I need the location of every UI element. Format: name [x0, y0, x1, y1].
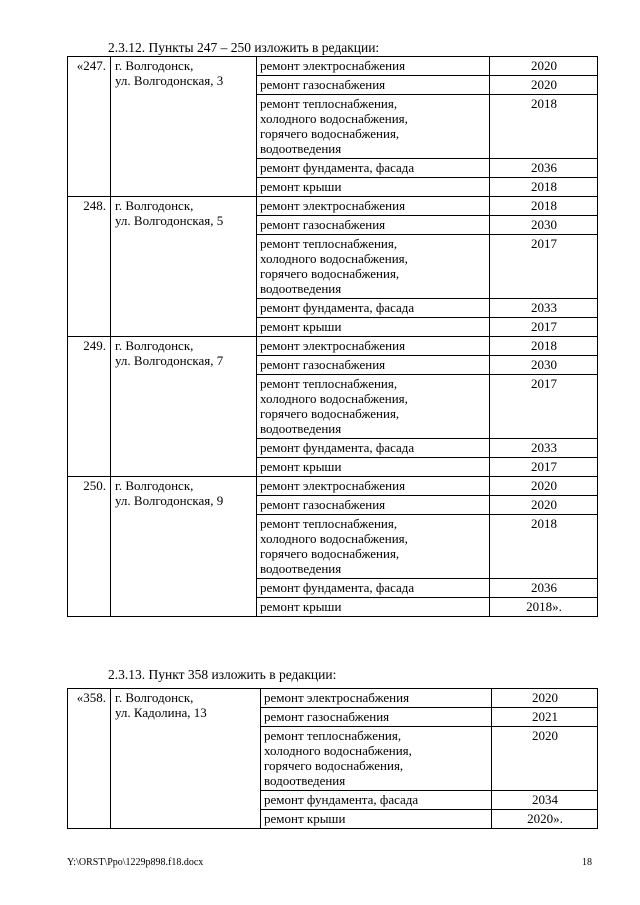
address-cell	[111, 197, 257, 337]
work-type-line: ремонт фундамента, фасада	[260, 440, 415, 455]
work-type-cell	[257, 159, 490, 178]
work-type-cell	[257, 216, 490, 235]
work-type-cell	[257, 95, 490, 159]
work-type-cell	[261, 791, 492, 810]
year-cell: 2017	[490, 318, 598, 337]
work-type-cell	[257, 477, 490, 496]
year-cell: 2020	[490, 496, 598, 515]
repair-schedule-table-2	[67, 688, 598, 829]
year-cell: 2018	[490, 337, 598, 356]
work-type-line: водоотведения	[264, 773, 346, 788]
work-type-line: холодного водоснабжения,	[260, 251, 408, 266]
year-cell: 2020	[492, 689, 598, 708]
work-type-line: ремонт крыши	[260, 459, 342, 474]
year-cell: 2033	[490, 299, 598, 318]
work-type-line: ремонт теплоснабжения,	[264, 728, 402, 743]
work-type-line: ремонт газоснабжения	[260, 497, 386, 512]
address-line: г. Волгодонск,	[115, 198, 194, 213]
year-cell: 2017	[490, 375, 598, 439]
address-cell	[111, 477, 257, 617]
work-type-line: ремонт фундамента, фасада	[260, 580, 415, 595]
item-number: «247.	[68, 57, 111, 197]
work-type-cell	[261, 727, 492, 791]
address-line: ул. Волгодонская, 3	[115, 73, 224, 88]
address-line: г. Волгодонск,	[115, 58, 194, 73]
year-cell: 2017	[490, 458, 598, 477]
year-cell: 2036	[490, 159, 598, 178]
work-type-line: холодного водоснабжения,	[260, 531, 408, 546]
work-type-cell	[257, 76, 490, 95]
work-type-cell	[257, 197, 490, 216]
item-number: 248.	[68, 197, 111, 337]
work-type-cell	[257, 515, 490, 579]
work-type-line: водоотведения	[260, 561, 342, 576]
year-cell: 2018».	[490, 598, 598, 617]
table-row	[68, 197, 598, 216]
work-type-line: холодного водоснабжения,	[260, 111, 408, 126]
work-type-cell	[257, 178, 490, 197]
work-type-line: холодного водоснабжения,	[260, 391, 408, 406]
footer-page-number: 18	[582, 857, 592, 868]
section-heading-2-3-12: 2.3.12. Пункты 247 – 250 изложить в редакции:	[108, 40, 380, 55]
work-type-cell	[257, 458, 490, 477]
address-line: ул. Кадолина, 13	[115, 705, 207, 720]
address-line: г. Волгодонск,	[115, 478, 194, 493]
work-type-cell	[257, 299, 490, 318]
work-type-cell	[257, 318, 490, 337]
year-cell: 2034	[492, 791, 598, 810]
year-cell: 2018	[490, 178, 598, 197]
address-cell	[111, 689, 261, 829]
work-type-cell	[261, 689, 492, 708]
year-cell: 2020	[490, 57, 598, 76]
work-type-line: ремонт теплоснабжения,	[260, 376, 398, 391]
address-line: г. Волгодонск,	[115, 338, 194, 353]
work-type-line: ремонт газоснабжения	[260, 217, 386, 232]
work-type-line: ремонт теплоснабжения,	[260, 96, 398, 111]
address-cell	[111, 337, 257, 477]
work-type-line: горячего водоснабжения,	[264, 758, 404, 773]
repair-schedule-table-1	[67, 56, 598, 617]
work-type-line: ремонт крыши	[260, 319, 342, 334]
table-row	[68, 57, 598, 76]
work-type-line: ремонт крыши	[260, 599, 342, 614]
year-cell: 2020	[490, 76, 598, 95]
work-type-line: ремонт фундамента, фасада	[264, 792, 419, 807]
work-type-line: ремонт теплоснабжения,	[260, 516, 398, 531]
table-row	[68, 689, 598, 708]
work-type-cell	[257, 57, 490, 76]
year-cell: 2018	[490, 197, 598, 216]
work-type-line: ремонт крыши	[260, 179, 342, 194]
table-row	[68, 477, 598, 496]
work-type-line: водоотведения	[260, 281, 342, 296]
year-cell: 2017	[490, 235, 598, 299]
work-type-line: ремонт электроснабжения	[260, 338, 406, 353]
address-cell	[111, 57, 257, 197]
work-type-line: ремонт крыши	[264, 811, 346, 826]
year-cell: 2021	[492, 708, 598, 727]
year-cell: 2020».	[492, 810, 598, 829]
footer-file-path: Y:\ORST\Ppo\1229p898.f18.docx	[67, 857, 204, 868]
work-type-line: ремонт электроснабжения	[260, 58, 406, 73]
work-type-line: водоотведения	[260, 141, 342, 156]
work-type-line: горячего водоснабжения,	[260, 546, 400, 561]
work-type-line: холодного водоснабжения,	[264, 743, 412, 758]
work-type-line: ремонт электроснабжения	[260, 198, 406, 213]
item-number: 250.	[68, 477, 111, 617]
work-type-cell	[257, 439, 490, 458]
work-type-cell	[257, 337, 490, 356]
work-type-cell	[257, 598, 490, 617]
work-type-line: ремонт теплоснабжения,	[260, 236, 398, 251]
year-cell: 2020	[490, 477, 598, 496]
work-type-line: ремонт газоснабжения	[260, 357, 386, 372]
work-type-cell	[257, 375, 490, 439]
address-line: ул. Волгодонская, 7	[115, 353, 224, 368]
year-cell: 2036	[490, 579, 598, 598]
year-cell: 2033	[490, 439, 598, 458]
address-line: г. Волгодонск,	[115, 690, 194, 705]
work-type-line: горячего водоснабжения,	[260, 406, 400, 421]
work-type-line: ремонт фундамента, фасада	[260, 160, 415, 175]
year-cell: 2030	[490, 216, 598, 235]
work-type-line: ремонт электроснабжения	[260, 478, 406, 493]
work-type-line: ремонт фундамента, фасада	[260, 300, 415, 315]
year-cell: 2018	[490, 515, 598, 579]
work-type-line: горячего водоснабжения,	[260, 266, 400, 281]
work-type-cell	[257, 235, 490, 299]
work-type-line: ремонт газоснабжения	[260, 77, 386, 92]
year-cell: 2018	[490, 95, 598, 159]
item-number: «358.	[68, 689, 111, 829]
table-row	[68, 337, 598, 356]
work-type-cell	[257, 356, 490, 375]
year-cell: 2030	[490, 356, 598, 375]
year-cell: 2020	[492, 727, 598, 791]
work-type-line: ремонт электроснабжения	[264, 690, 410, 705]
work-type-line: горячего водоснабжения,	[260, 126, 400, 141]
work-type-cell	[261, 810, 492, 829]
work-type-cell	[257, 579, 490, 598]
work-type-line: водоотведения	[260, 421, 342, 436]
work-type-line: ремонт газоснабжения	[264, 709, 390, 724]
item-number: 249.	[68, 337, 111, 477]
work-type-cell	[261, 708, 492, 727]
section-heading-2-3-13: 2.3.13. Пункт 358 изложить в редакции:	[108, 667, 337, 682]
address-line: ул. Волгодонская, 5	[115, 213, 224, 228]
address-line: ул. Волгодонская, 9	[115, 493, 224, 508]
work-type-cell	[257, 496, 490, 515]
